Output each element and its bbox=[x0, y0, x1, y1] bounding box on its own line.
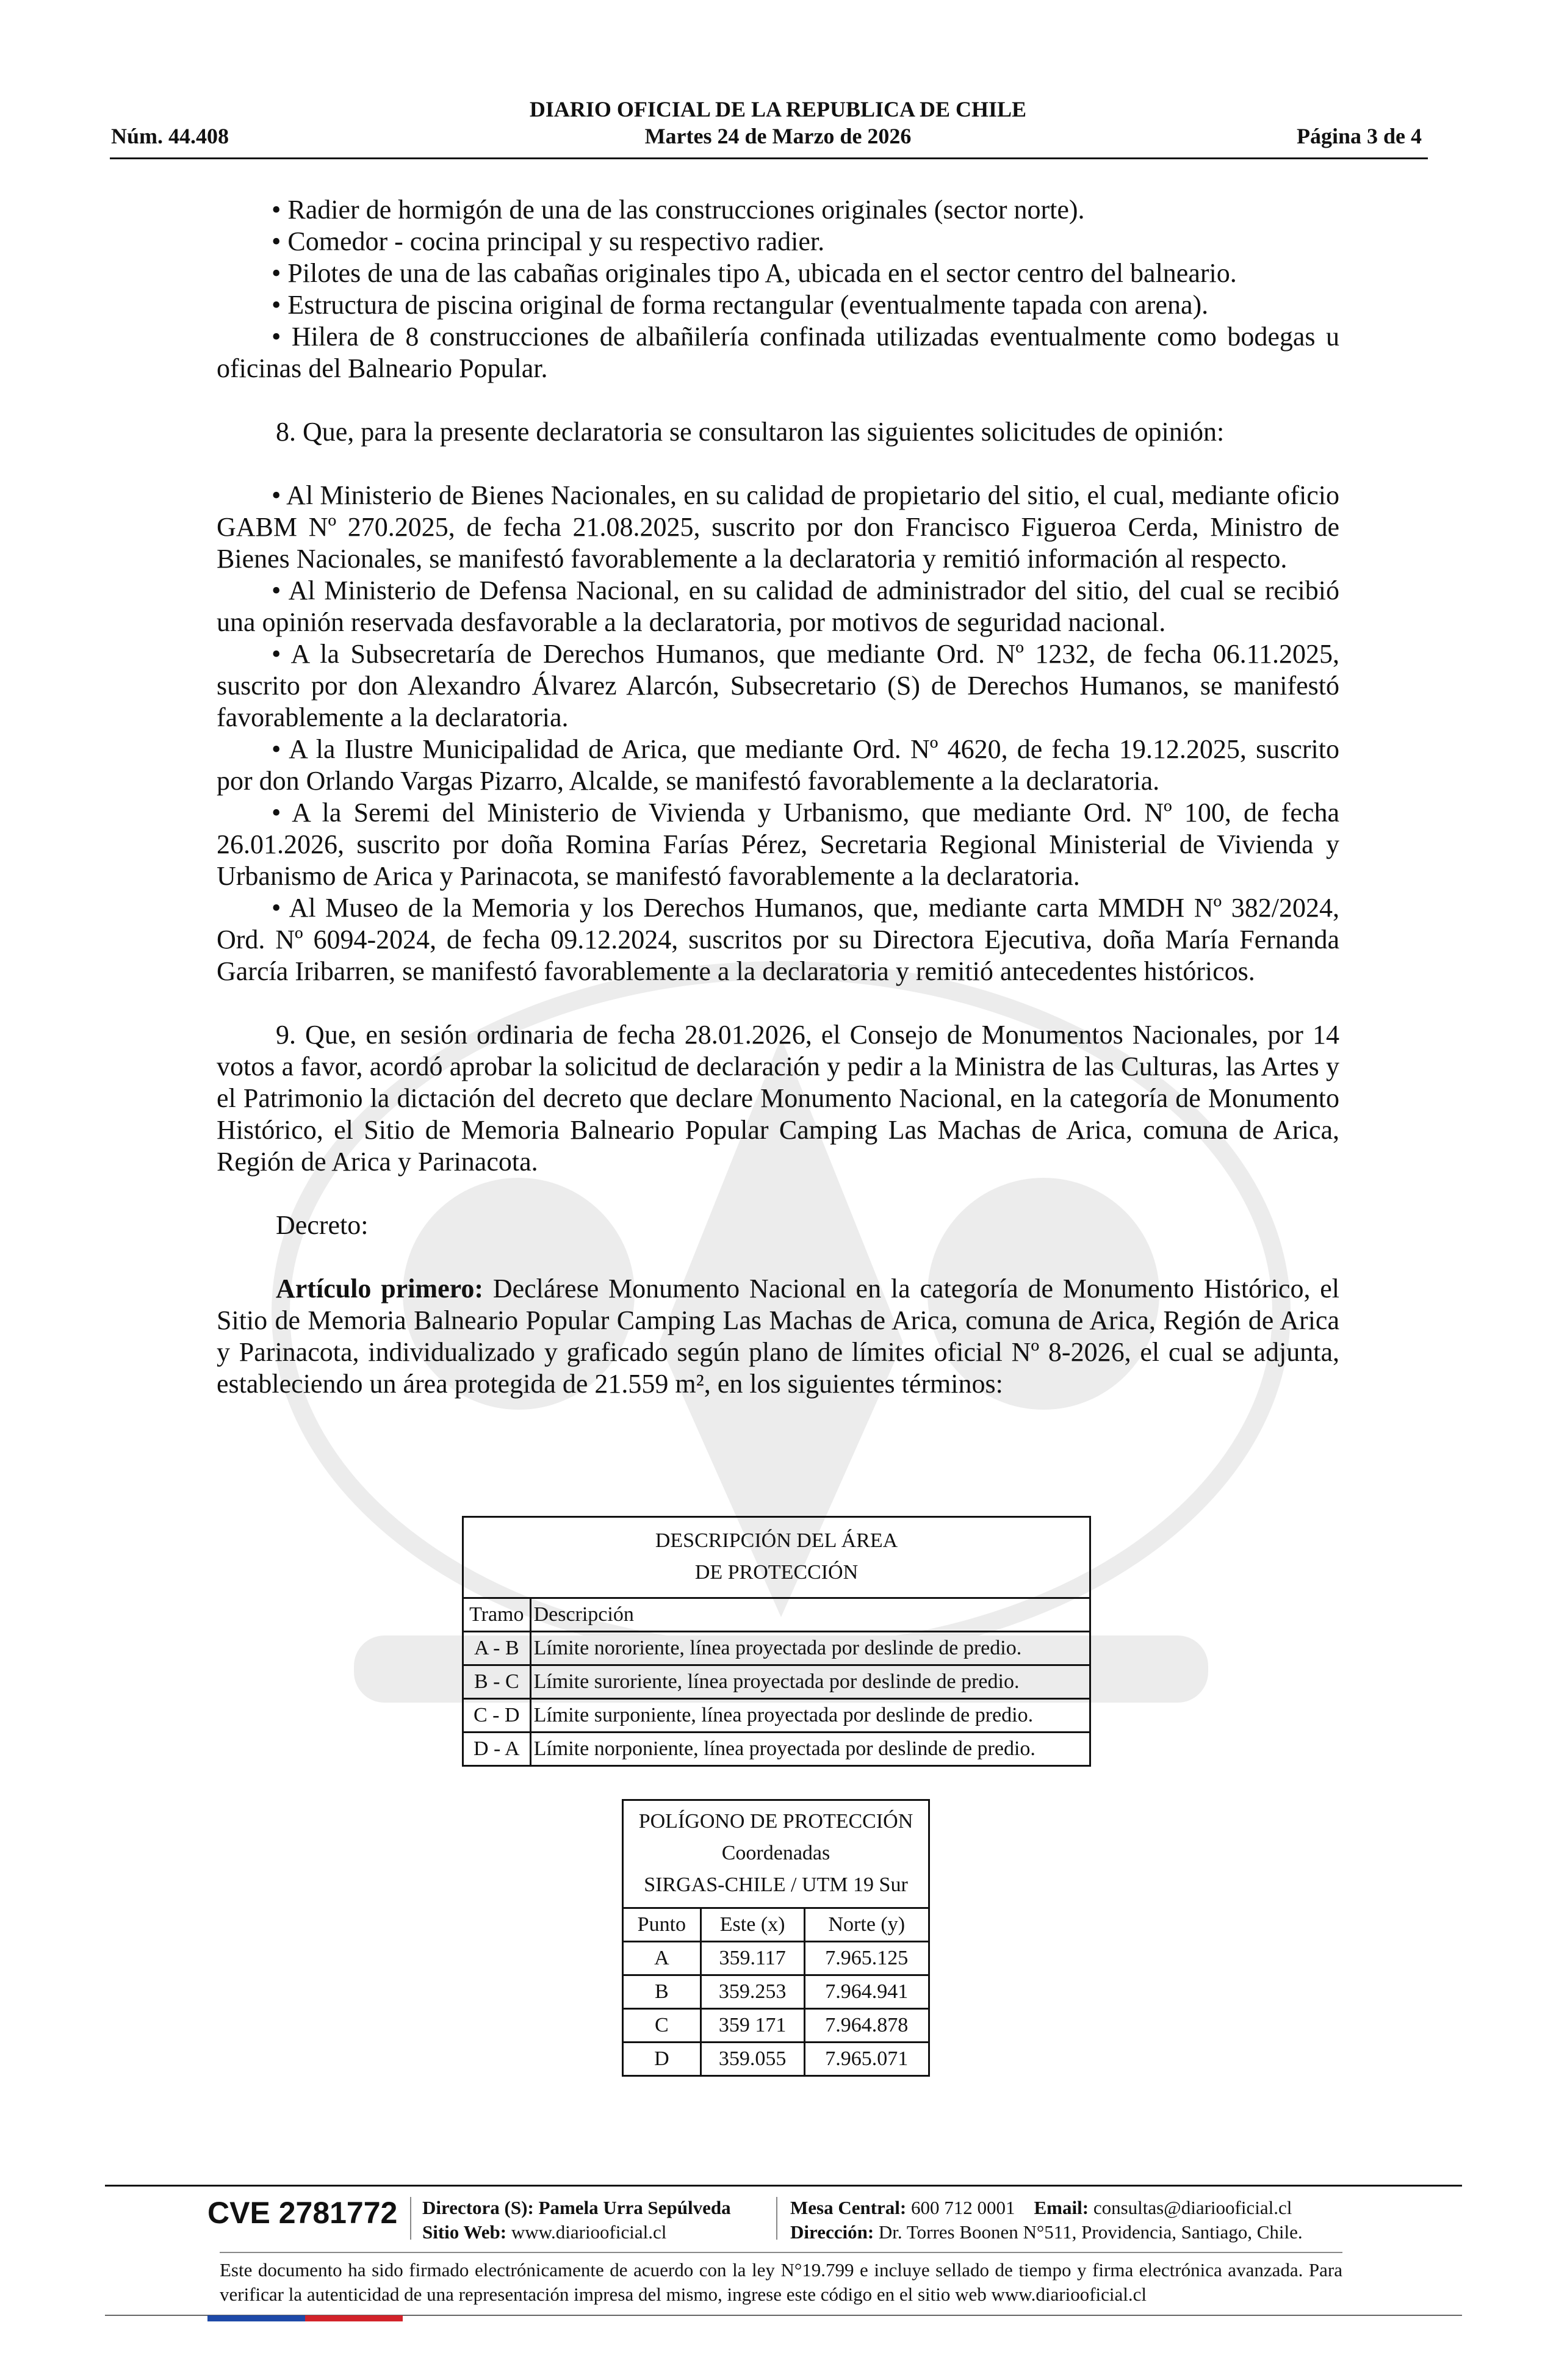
norte-cell: 7.964.941 bbox=[804, 1975, 929, 2009]
column-header: Tramo bbox=[463, 1598, 531, 1632]
table-caption bbox=[463, 1517, 1090, 1598]
opinion-item: • Al Museo de la Memoria y los Derechos Humanos, que, mediante carta MMDH Nº 382/2024, Ord. Nº 6094-2024, de fecha 09.12.2024, suscritos por su Directora Ejecutiva, doña María Fernanda García Iribarren, se manifestó favorablemente a la declaratoria y remitió antecedentes históricos. bbox=[217, 893, 1339, 986]
directora-label: Directora (S): bbox=[422, 2197, 534, 2218]
caption-line: POLÍGONO DE PROTECCIÓN bbox=[638, 1810, 913, 1833]
table-row bbox=[463, 1733, 1090, 1766]
table-row bbox=[623, 2009, 929, 2043]
table-row bbox=[623, 1942, 929, 1975]
direccion-label: Dirección: bbox=[790, 2221, 874, 2243]
document-body bbox=[217, 194, 1339, 1400]
caption-line: Coordenadas bbox=[721, 1842, 830, 1864]
bullet-item: • Estructura de piscina original de forma rectangular (eventualmente tapada con arena). bbox=[272, 290, 1209, 320]
column-header: Este (x) bbox=[701, 1908, 804, 1942]
caption-line: SIRGAS-CHILE / UTM 19 Sur bbox=[644, 1873, 908, 1896]
column-header: Punto bbox=[623, 1908, 701, 1942]
bullet-item: • Hilera de 8 construcciones de albañilería confinada utilizadas eventualmente como bodegas u oficinas del Balneario Popular. bbox=[217, 322, 1339, 383]
norte-cell: 7.965.125 bbox=[804, 1942, 929, 1975]
opinion-item: • A la Seremi del Ministerio de Vivienda y Urbanismo, que mediante Ord. Nº 100, de fecha 26.01.2026, suscrito por doña Romina Farías Pérez, Secretaria Regional Ministerial de Vivienda y Urbanismo de Arica y Parinacota, se manifestó favorablemente a la declaratoria. bbox=[217, 798, 1339, 891]
paragraph-8: 8. Que, para la presente declaratoria se consultaron las siguientes solicitudes de opinión: bbox=[276, 417, 1225, 447]
este-cell: 359 171 bbox=[701, 2009, 804, 2043]
footer-separator bbox=[410, 2197, 411, 2240]
header-divider bbox=[110, 157, 1428, 159]
directora-name: Pamela Urra Sepúlveda bbox=[538, 2197, 731, 2218]
mesa-value: 600 712 0001 bbox=[911, 2197, 1015, 2218]
tramo-cell: B - C bbox=[463, 1665, 531, 1699]
issue-date: Martes 24 de Marzo de 2026 bbox=[644, 124, 912, 148]
este-cell: 359.055 bbox=[701, 2043, 804, 2076]
description-cell: Límite norponiente, línea proyectada por deslinde de predio. bbox=[530, 1733, 1090, 1766]
journal-title: DIARIO OFICIAL DE LA REPUBLICA DE CHILE bbox=[529, 97, 1027, 121]
page-indicator: Página 3 de 4 bbox=[1296, 124, 1422, 148]
opinion-item: • A la Ilustre Municipalidad de Arica, que mediante Ord. Nº 4620, de fecha 19.12.2025, suscrito por don Orlando Vargas Pizarro, Alcalde, se manifestó favorablemente a la declaratoria. bbox=[217, 734, 1339, 796]
caption-line: DESCRIPCIÓN DEL ÁREA bbox=[655, 1529, 898, 1552]
description-cell: Límite suroriente, línea proyectada por deslinde de predio. bbox=[530, 1665, 1090, 1699]
sitio-link[interactable]: www.diariooficial.cl bbox=[511, 2221, 667, 2243]
punto-cell: D bbox=[623, 2043, 701, 2076]
table-row bbox=[623, 1975, 929, 2009]
issue-number: Núm. 44.408 bbox=[111, 124, 229, 148]
punto-cell: C bbox=[623, 2009, 701, 2043]
protection-polygon-coordinates-table bbox=[622, 1799, 930, 2077]
table-row bbox=[623, 2043, 929, 2076]
description-cell: Límite surponiente, línea proyectada por deslinde de predio. bbox=[530, 1699, 1090, 1733]
articulo-label: Artículo primero: bbox=[276, 1274, 484, 1304]
tramo-cell: A - B bbox=[463, 1632, 531, 1665]
table-caption bbox=[623, 1800, 929, 1908]
este-cell: 359.117 bbox=[701, 1942, 804, 1975]
sitio-label: Sitio Web: bbox=[422, 2221, 507, 2243]
email-label: Email: bbox=[1034, 2197, 1089, 2218]
tramo-cell: D - A bbox=[463, 1733, 531, 1766]
table-row bbox=[463, 1632, 1090, 1665]
bullet-item: • Radier de hormigón de una de las construcciones originales (sector norte). bbox=[272, 195, 1085, 225]
column-header: Norte (y) bbox=[804, 1908, 929, 1942]
table-row bbox=[463, 1665, 1090, 1699]
flag-blue-segment bbox=[207, 2315, 305, 2321]
mesa-label: Mesa Central: bbox=[790, 2197, 907, 2218]
footer-divider bbox=[105, 2185, 1462, 2187]
decreto-heading: Decreto: bbox=[276, 1210, 369, 1240]
bullet-item: • Pilotes de una de las cabañas originales tipo A, ubicada en el sector centro del balneario. bbox=[272, 258, 1237, 288]
footer-divider bbox=[220, 2252, 1342, 2253]
flag-stripe bbox=[207, 2315, 403, 2321]
punto-cell: A bbox=[623, 1942, 701, 1975]
flag-red-segment bbox=[305, 2315, 403, 2321]
norte-cell: 7.964.878 bbox=[804, 2009, 929, 2043]
opinion-item: • A la Subsecretaría de Derechos Humanos, que mediante Ord. Nº 1232, de fecha 06.11.2025, suscrito por don Alexandro Álvarez Alarcón, Subsecretario (S) de Derechos Humanos, se manifestó favorablemente a la declaratoria. bbox=[217, 639, 1339, 732]
norte-cell: 7.965.071 bbox=[804, 2043, 929, 2076]
direccion-value: Dr. Torres Boonen N°511, Providencia, Santiago, Chile. bbox=[878, 2221, 1303, 2243]
footer-contact-right bbox=[790, 2196, 1303, 2245]
articulo-text: Declárese Monumento Nacional en la categoría de Monumento Histórico, el Sitio de Memoria Balneario Popular Camping Las Machas de Arica, comuna de Arica, Región de Arica y Parinacota, individualizado y graficado según plano de límites oficial Nº 8-2026, el cual se adjunta, estableciendo un área protegida de 21.559 m², en los siguientes términos: bbox=[217, 1274, 1340, 1399]
caption-line: DE PROTECCIÓN bbox=[694, 1561, 859, 1584]
articulo-primero bbox=[217, 1273, 1339, 1400]
footer-contact-left bbox=[422, 2196, 731, 2245]
paragraph-9: 9. Que, en sesión ordinaria de fecha 28.01.2026, el Consejo de Monumentos Nacionales, por 14 votos a favor, acordó aprobar la solicitud de declaración y pedir a la Ministra de las Culturas, las Artes y el Patrimonio la dictación del decreto que declare Monumento Nacional, en la categoría de Monumento Histórico, el Sitio de Memoria Balneario Popular Camping Las Machas de Arica, comuna de Arica, Región de Arica y Parinacota. bbox=[217, 1020, 1339, 1177]
table-row bbox=[463, 1699, 1090, 1733]
este-cell: 359.253 bbox=[701, 1975, 804, 2009]
opinion-item: • Al Ministerio de Bienes Nacionales, en su calidad de propietario del sitio, el cual, mediante oficio GABM Nº 270.2025, de fecha 21.08.2025, suscrito por don Francisco Figueroa Cerda, Ministro de Bienes Nacionales, se manifestó favorablemente a la declaratoria y remitió información al respecto. bbox=[217, 480, 1339, 574]
footer-separator bbox=[776, 2197, 777, 2240]
cve-code: CVE 2781772 bbox=[207, 2196, 398, 2230]
column-header: Descripción bbox=[530, 1598, 1090, 1632]
bullet-item: • Comedor - cocina principal y su respectivo radier. bbox=[272, 226, 825, 256]
tramo-cell: C - D bbox=[463, 1699, 531, 1733]
electronic-signature-note: Este documento ha sido firmado electrónicamente de acuerdo con la ley N°19.799 e incluye sellado de tiempo y firma electrónica avanzada. Para verificar la autenticidad de una representación impresa del mismo, ingrese este código en el sitio web www.diariooficial.cl bbox=[220, 2259, 1342, 2305]
opinion-item: • Al Ministerio de Defensa Nacional, en su calidad de administrador del sitio, del cual se recibió una opinión reservada desfavorable a la declaratoria, por motivos de seguridad nacional. bbox=[217, 575, 1339, 637]
description-cell: Límite nororiente, línea proyectada por deslinde de predio. bbox=[530, 1632, 1090, 1665]
email-link[interactable]: consultas@diariooficial.cl bbox=[1093, 2197, 1292, 2218]
punto-cell: B bbox=[623, 1975, 701, 2009]
protection-area-description-table bbox=[462, 1516, 1091, 1767]
